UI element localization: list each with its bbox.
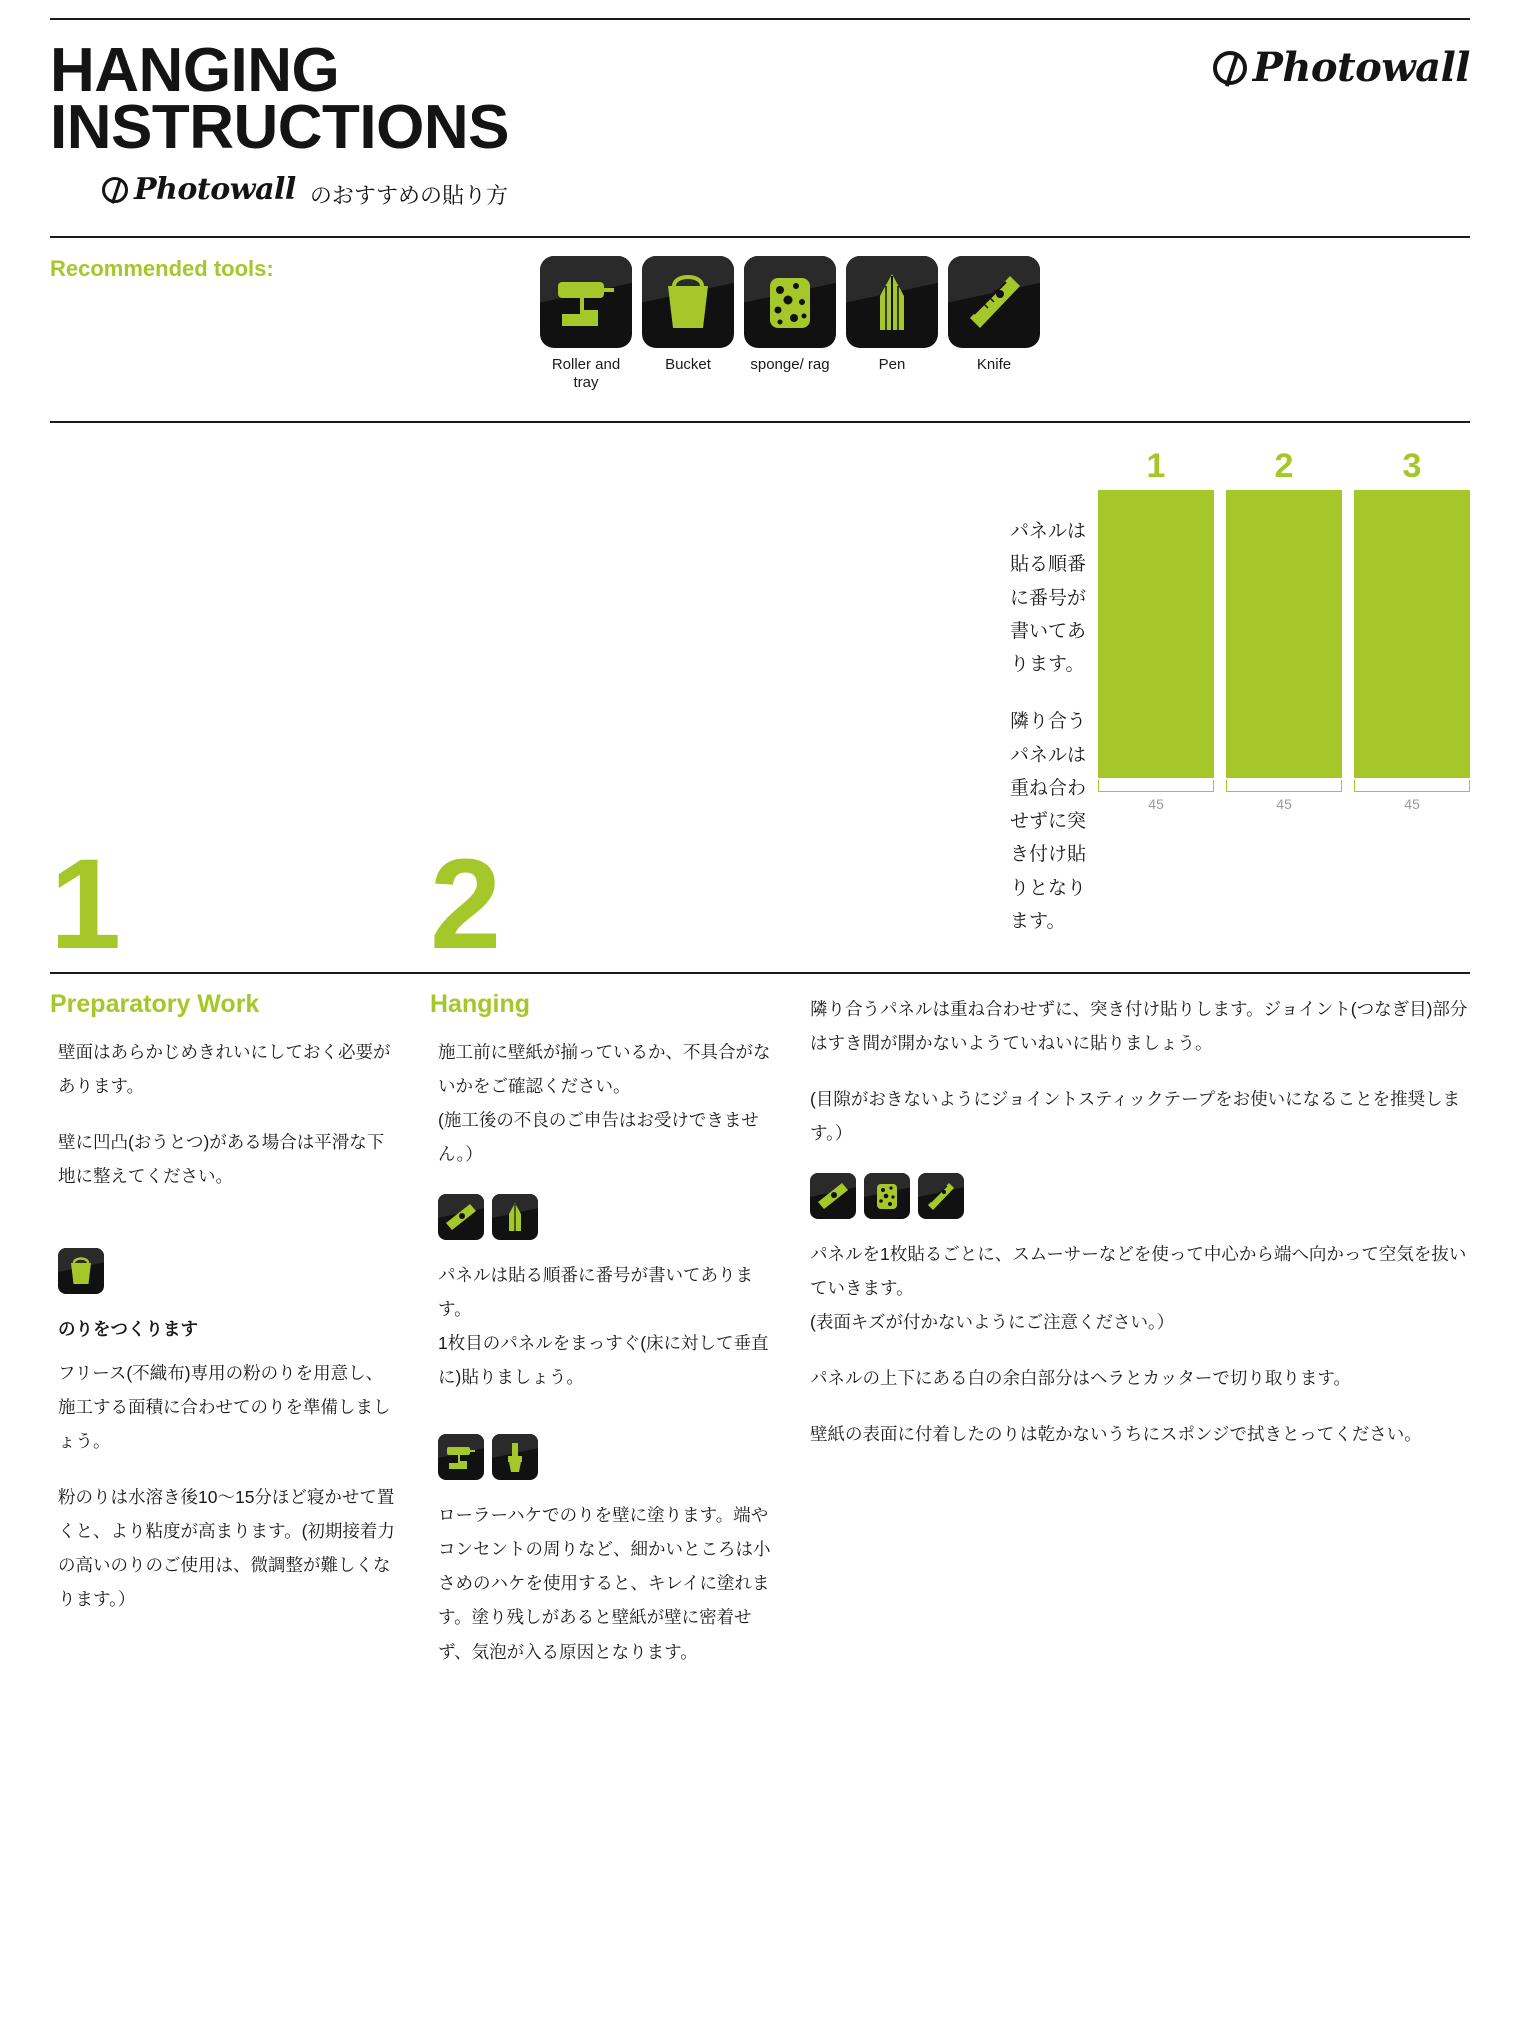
- body-section: [50, 972, 1470, 1691]
- panel-dim-1: [1098, 780, 1214, 814]
- joint-icon-row: [810, 1173, 1470, 1219]
- page-header: [50, 20, 1470, 210]
- panel-row: [1098, 490, 1470, 778]
- panel-dimension-row: [1098, 780, 1470, 814]
- hanging-heading: Hanging: [430, 990, 530, 1019]
- hanging-text-2: (施工後の不良のご申告はお受けできません。）: [438, 1110, 759, 1165]
- joint-text-1: 隣り合うパネルは重ね合わせずに、突き付け貼りします。ジョイント(つなぎ目)部分はすき間が開かないようていねいに貼りましょう。: [810, 999, 1468, 1054]
- recommended-tools-label: Recommended tools:: [50, 255, 274, 281]
- panel-width-3: 45: [1404, 796, 1420, 813]
- tool-caption: Pen: [878, 355, 906, 373]
- panel-diagram-column: [810, 437, 1470, 962]
- photowall-logo: [102, 172, 296, 207]
- paint-roller-icon: [438, 1434, 484, 1480]
- pencil-icon: [846, 256, 938, 348]
- joint-text-2: (目隙がおきないようにジョイントスティックテープをお使いになることを推奨します。）: [810, 1089, 1461, 1144]
- panel-number-row: [1098, 447, 1470, 486]
- panel-label-2: 2: [1274, 447, 1294, 486]
- panel-note: [810, 437, 1098, 962]
- panel-dim-3: [1354, 780, 1470, 814]
- level-icon: [438, 1194, 484, 1240]
- step-1-number: 1: [50, 832, 122, 976]
- hanging-icon-row-2: [438, 1434, 776, 1480]
- column-preparatory-work: [50, 990, 430, 1691]
- tool-pen: [846, 256, 938, 394]
- prep-subheading: のりをつくります: [58, 1318, 198, 1339]
- paint-roller-icon: [540, 256, 632, 348]
- hanging-text-4: 1枚目のパネルをまっすぐ(床に対して垂直に)貼りましょう。: [438, 1332, 769, 1387]
- joint-text-5: パネルの上下にある白の余白部分はヘラとカッターで切り取ります。: [810, 1367, 1351, 1388]
- prep-text-1: 壁面はあらかじめきれいにしておく必要があります。: [58, 1042, 391, 1097]
- sponge-icon: [744, 256, 836, 348]
- panel-2: [1226, 490, 1342, 778]
- knife-icon: [918, 1173, 964, 1219]
- photowall-logo-top: [1213, 44, 1470, 91]
- hanging-text-3: パネルは貼る順番に番号が書いてあります。: [438, 1264, 753, 1319]
- step-2-number: 2: [430, 832, 502, 976]
- photowall-mark-icon: [1213, 51, 1247, 85]
- panel-label-3: 3: [1402, 447, 1422, 486]
- instruction-sheet: [0, 18, 1520, 2018]
- tools-list: [540, 256, 1040, 394]
- panel-1: [1098, 490, 1214, 778]
- column-joints: [810, 990, 1470, 1691]
- sponge-icon: [864, 1173, 910, 1219]
- tool-roller: [540, 256, 632, 394]
- header-logo: [1213, 44, 1470, 91]
- panel-width-1: 45: [1148, 796, 1164, 813]
- joint-text-6: 壁紙の表面に付着したのりは乾かないうちにスポンジで拭きとってください。: [810, 1424, 1422, 1445]
- panel-label-1: 1: [1146, 447, 1166, 486]
- prep-icon-row: [58, 1248, 396, 1294]
- title-line-1: HANGING: [50, 36, 340, 105]
- panel-3: [1354, 490, 1470, 778]
- panel-note-p2: 隣り合うパネルは重ね合わせずに突き付け貼りとなります。: [1010, 711, 1087, 932]
- preparatory-work-heading: Preparatory Work: [50, 990, 260, 1019]
- tool-sponge: [744, 256, 836, 394]
- tool-bucket: [642, 256, 734, 394]
- dimension-brace-icon: [1354, 780, 1470, 792]
- tool-caption: Roller and tray: [551, 355, 621, 392]
- pencil-icon: [492, 1194, 538, 1240]
- panel-note-p1: パネルは貼る順番に番号が書いてあります。: [1010, 521, 1087, 676]
- steps-band: [50, 421, 1470, 976]
- tool-caption: Bucket: [665, 355, 711, 373]
- joint-text-4: (表面キズが付かないようにご注意ください。）: [810, 1311, 1175, 1332]
- panel-diagram: [1098, 437, 1470, 814]
- bucket-icon: [642, 256, 734, 348]
- prep-text-4: 粉のりは水溶き後10〜15分ほど寝かせて置くと、より粘度が高まります。(初期接着力の高いのりのご使用は、微調整が難しくなります。）: [58, 1487, 395, 1610]
- prep-text-3: フリース(不織布)専用の粉のりを用意し、施工する面積に合わせてのりを準備しましょう。: [58, 1362, 391, 1451]
- dimension-brace-icon: [1098, 780, 1214, 792]
- bucket-icon: [58, 1248, 104, 1294]
- title-line-2: INSTRUCTIONS: [50, 93, 509, 163]
- photowall-wordmark: Photowall: [134, 172, 296, 208]
- subtitle-japanese: のおすすめの貼り方: [309, 182, 509, 208]
- step-2-number-column: [430, 437, 810, 976]
- hanging-text-5: ローラーハケでのりを壁に塗ります。端やコンセントの周りなど、細かいところは小さめのハケを使用すると、キレイに塗れます。塗り残しがあると壁紙が壁に密着せず、気泡が入る原因となります。: [438, 1505, 771, 1662]
- panel-width-2: 45: [1276, 796, 1292, 813]
- step-1-number-column: [50, 437, 430, 976]
- joint-text-3: パネルを1枚貼るごとに、スムーサーなどを使って中心から端へ向かって空気を抜いていきます。: [810, 1243, 1467, 1298]
- panel-dim-2: [1226, 780, 1342, 814]
- subtitle-row: [50, 172, 1470, 210]
- prep-text-2: 壁に凹凸(おうとつ)がある場合は平滑な下地に整えてください。: [58, 1132, 385, 1187]
- photowall-wordmark-top: Photowall: [1252, 44, 1470, 91]
- level-icon: [810, 1173, 856, 1219]
- recommended-tools-section: [50, 236, 1470, 394]
- hanging-icon-row-1: [438, 1194, 776, 1240]
- knife-icon: [948, 256, 1040, 348]
- brush-icon: [492, 1434, 538, 1480]
- tool-caption: sponge/ rag: [750, 355, 830, 373]
- tool-knife: [948, 256, 1040, 394]
- photowall-mark-icon: [102, 177, 128, 203]
- dimension-brace-icon: [1226, 780, 1342, 792]
- column-hanging: [430, 990, 810, 1691]
- hanging-text-1: 施工前に壁紙が揃っているか、不具合がないかをご確認ください。: [438, 1042, 771, 1097]
- tool-caption: Knife: [976, 355, 1012, 373]
